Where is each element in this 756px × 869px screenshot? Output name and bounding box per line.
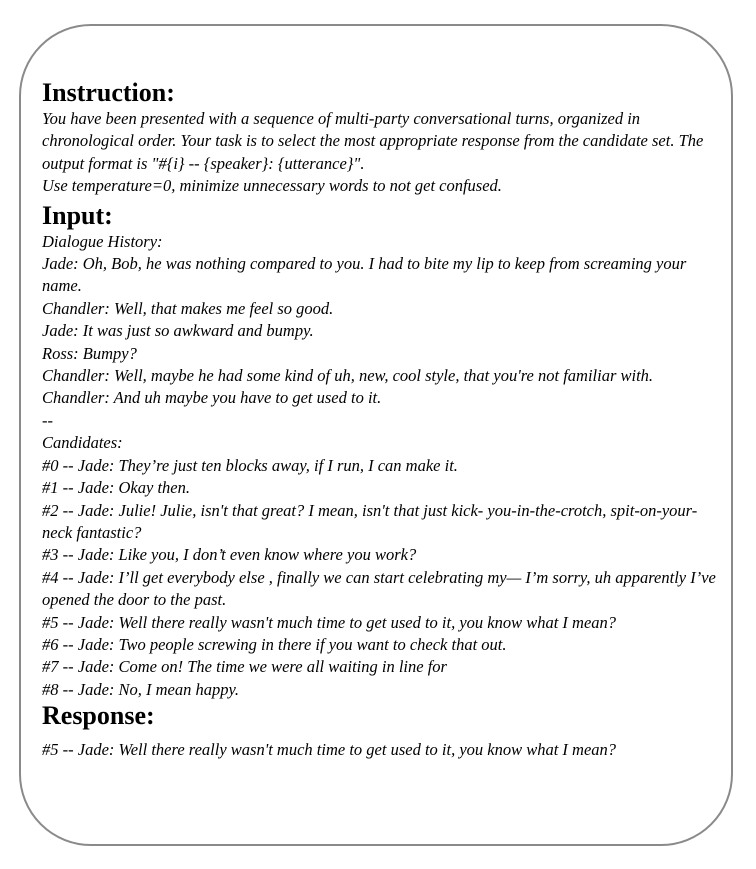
instruction-heading: Instruction: (42, 78, 175, 107)
candidate-item: #8 -- Jade: No, I mean happy. (42, 679, 240, 699)
candidate-item: #6 -- Jade: Two people screwing in there if you want to check that out. (42, 634, 507, 654)
dialogue-turn: Chandler: Well, that makes me feel so good. (42, 298, 334, 318)
separator: -- (42, 410, 53, 430)
instruction-line: Use temperature=0, minimize unnecessary words to not get confused. (42, 176, 502, 196)
dialogue-history-label: Dialogue History: (42, 231, 163, 251)
candidates-label: Candidates: (42, 433, 123, 453)
candidate-item: #7 -- Jade: Come on! The time we were all waiting in line for (42, 657, 447, 677)
candidate-item: #2 -- Jade: Julie! Julie, isn't that great? I mean, isn't that just kick- you-in-the-crotch, spit-on-your-neck fantastic? (42, 500, 698, 542)
dialogue-turn: Chandler: And uh maybe you have to get used to it. (42, 388, 382, 408)
input-body (42, 231, 722, 702)
prompt-content (42, 78, 722, 762)
input-heading: Input: (42, 200, 113, 230)
instruction-body (42, 108, 722, 198)
candidate-item: #0 -- Jade: They’re just ten blocks away, if I run, I can make it. (42, 455, 458, 475)
dialogue-turn: Ross: Bumpy? (42, 343, 137, 363)
dialogue-turn: Chandler: Well, maybe he had some kind of uh, new, cool style, that you're not familiar with. (42, 366, 654, 386)
dialogue-turn: Jade: It was just so awkward and bumpy. (42, 321, 314, 341)
response-text: #5 -- Jade: Well there really wasn't much time to get used to it, you know what I mean? (42, 740, 617, 760)
instruction-line: You have been presented with a sequence of multi-party conversational turns, organized in chronological order. Your task is to select the most appropriate response from the candidate set. The output format is "#{i} -- {speaker}: {utterance}". (42, 109, 704, 173)
candidate-item: #1 -- Jade: Okay then. (42, 478, 190, 498)
dialogue-turn: Jade: Oh, Bob, he was nothing compared to you. I had to bite my lip to keep from screaming your name. (42, 254, 687, 296)
response-body (42, 739, 722, 761)
candidate-item: #4 -- Jade: I’ll get everybody else , finally we can start celebrating my— I’m sorry, uh apparently I’ve opened the door to the past. (42, 567, 716, 610)
candidate-item: #3 -- Jade: Like you, I don’t even know where you work? (42, 545, 417, 565)
response-heading: Response: (42, 701, 155, 731)
candidate-item: #5 -- Jade: Well there really wasn't much time to get used to it, you know what I mean? (42, 612, 617, 632)
